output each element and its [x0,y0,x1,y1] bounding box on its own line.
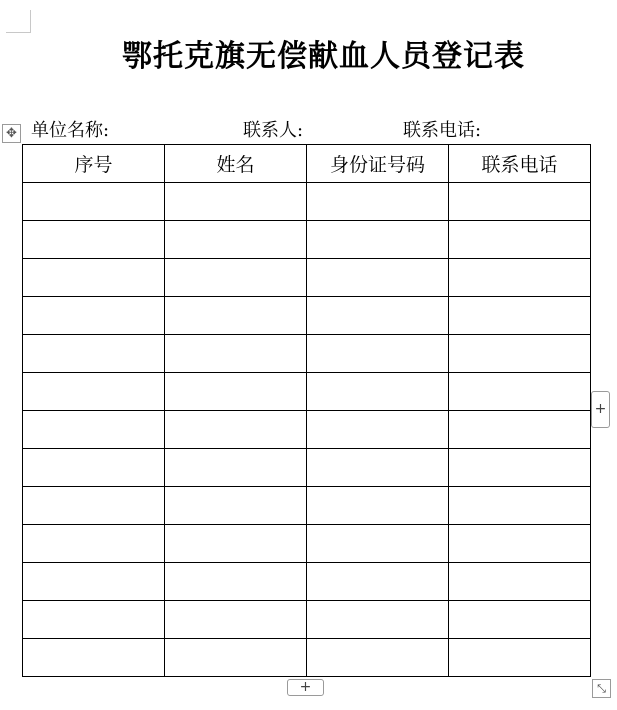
table-row [23,221,591,259]
table-row [23,259,591,297]
table-resize-handle[interactable] [592,679,611,698]
table-cell[interactable] [165,183,307,221]
table-cell[interactable] [165,601,307,639]
table-cell[interactable] [165,411,307,449]
table-cell[interactable] [23,297,165,335]
table-row [23,335,591,373]
table-cell[interactable] [307,525,449,563]
header-serial-number: 序号 [23,145,165,183]
header-contact-phone: 联系电话 [449,145,591,183]
unit-name-label: 单位名称: [31,120,110,141]
table-cell[interactable] [449,183,591,221]
table-row [23,411,591,449]
table-row [23,297,591,335]
page-margin-corner-mark [6,10,31,33]
table-cell[interactable] [23,335,165,373]
table-cell[interactable] [307,639,449,677]
table-cell[interactable] [23,373,165,411]
table-cell[interactable] [165,639,307,677]
table-cell[interactable] [307,221,449,259]
table-cell[interactable] [449,563,591,601]
plus-icon: + [594,401,607,417]
table-cell[interactable] [449,449,591,487]
table-cell[interactable] [307,297,449,335]
table-cell[interactable] [449,601,591,639]
table-row [23,525,591,563]
table-cell[interactable] [449,487,591,525]
table-cell[interactable] [449,639,591,677]
table-cell[interactable] [307,487,449,525]
table-cell[interactable] [449,335,591,373]
table-cell[interactable] [23,601,165,639]
table-cell[interactable] [23,183,165,221]
table-cell[interactable] [23,487,165,525]
table-row [23,449,591,487]
table-cell[interactable] [165,563,307,601]
diagonal-resize-icon: ⤡ [597,682,606,695]
table-row [23,373,591,411]
table-cell[interactable] [449,373,591,411]
table-row [23,563,591,601]
table-cell[interactable] [165,297,307,335]
add-row-button[interactable] [287,679,324,696]
registration-table [22,144,591,677]
contact-person-label: 联系人: [243,120,304,141]
table-cell[interactable] [23,639,165,677]
table-cell[interactable] [165,259,307,297]
table-cell[interactable] [23,525,165,563]
table-cell[interactable] [449,221,591,259]
table-cell[interactable] [307,411,449,449]
table-cell[interactable] [23,259,165,297]
table-cell[interactable] [449,297,591,335]
table-cell[interactable] [307,373,449,411]
table-cell[interactable] [165,221,307,259]
header-id-number: 身份证号码 [307,145,449,183]
header-name: 姓名 [165,145,307,183]
table-move-handle[interactable] [2,124,21,143]
table-cell[interactable] [307,449,449,487]
table-cell[interactable] [165,487,307,525]
table-cell[interactable] [165,449,307,487]
table-cell[interactable] [23,411,165,449]
contact-phone-label: 联系电话: [403,120,482,141]
table-cell[interactable] [23,449,165,487]
table-cell[interactable] [307,335,449,373]
move-arrows-icon: ✥ [6,126,17,141]
add-column-button[interactable] [591,391,610,428]
table-cell[interactable] [307,601,449,639]
table-cell[interactable] [307,563,449,601]
table-cell[interactable] [449,259,591,297]
table-header-row [23,145,591,183]
table-row [23,487,591,525]
table-cell[interactable] [165,335,307,373]
table-row [23,601,591,639]
table-cell[interactable] [307,183,449,221]
table-cell[interactable] [165,373,307,411]
table-body [23,183,591,677]
table-cell[interactable] [23,221,165,259]
table-cell[interactable] [449,525,591,563]
table-cell[interactable] [449,411,591,449]
table-cell[interactable] [307,259,449,297]
table-cell[interactable] [165,525,307,563]
table-row [23,183,591,221]
document-title: 鄂托克旗无偿献血人员登记表 [122,39,525,74]
table-row [23,639,591,677]
table-cell[interactable] [23,563,165,601]
plus-icon: + [299,679,312,695]
